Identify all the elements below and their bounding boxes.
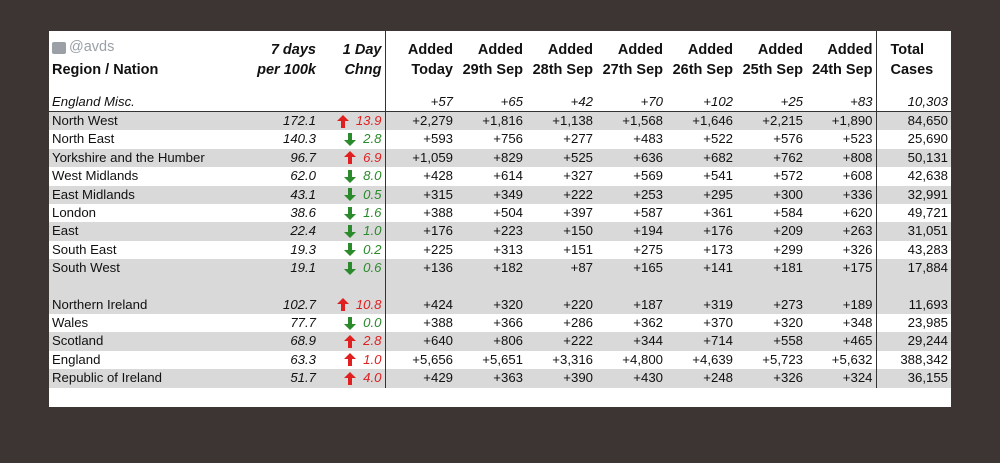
- change-cell: [322, 130, 382, 148]
- col-added-label: Added: [617, 41, 663, 58]
- misc-row: [49, 93, 951, 112]
- misc-value: +83: [806, 93, 876, 112]
- added-value: +428: [423, 168, 453, 184]
- region-name: Scotland: [52, 333, 104, 349]
- change-cell: [322, 186, 382, 204]
- col-chng-line1: 1 Day: [319, 31, 385, 59]
- region-name: East Midlands: [52, 186, 135, 202]
- added-value: +273: [773, 296, 803, 312]
- added-value: +541: [703, 168, 733, 184]
- per100k-value: 43.1: [290, 186, 316, 202]
- added-value: +194: [633, 223, 663, 239]
- region-name: North East: [52, 131, 115, 147]
- green-down-arrow-icon: [344, 225, 356, 238]
- red-up-arrow-icon: [344, 372, 356, 385]
- change-value: 0.0: [363, 314, 382, 330]
- added-value: +593: [423, 131, 453, 147]
- added-value: +319: [703, 296, 733, 312]
- added-value: +714: [703, 333, 733, 349]
- added-value: +300: [773, 186, 803, 202]
- col-date: 24th Sep: [806, 59, 876, 85]
- added-value: +430: [633, 370, 663, 386]
- region-name: Wales: [52, 314, 89, 330]
- added-value: +320: [493, 296, 523, 312]
- total-cases: 42,638: [907, 168, 948, 184]
- added-value: +176: [703, 223, 733, 239]
- table-row: [49, 241, 951, 259]
- change-value: 4.0: [363, 370, 382, 386]
- green-down-arrow-icon: [344, 188, 356, 201]
- cases-table: [49, 31, 951, 388]
- region-name: Republic of Ireland: [52, 370, 162, 386]
- col-added-label: Added: [407, 41, 453, 58]
- total-cases: 84,650: [876, 111, 951, 130]
- change-cell: [322, 149, 382, 167]
- col-date: 28th Sep: [532, 61, 593, 78]
- added-value: +363: [493, 370, 523, 386]
- change-value: 10.8: [355, 296, 382, 312]
- col-added-label: Added: [547, 41, 593, 58]
- added-value: +222: [563, 186, 593, 202]
- added-value: +165: [633, 260, 663, 276]
- added-value: +523: [806, 130, 876, 148]
- per100k-value: 19.3: [290, 241, 316, 257]
- added-value: +150: [563, 223, 593, 239]
- region-name: South East: [52, 241, 117, 257]
- added-value: +173: [703, 241, 733, 257]
- added-value: +762: [773, 149, 803, 165]
- added-value: +361: [703, 204, 733, 220]
- change-value: 1.0: [363, 351, 382, 367]
- per100k-value: 62.0: [290, 168, 316, 184]
- table-row: [49, 204, 951, 222]
- change-value: 8.0: [363, 168, 382, 184]
- total-cases: 388,342: [900, 351, 948, 367]
- table-row: [49, 259, 951, 277]
- per100k-value: 96.7: [290, 149, 316, 165]
- col-chng-line2: Chng: [319, 59, 385, 85]
- handle: [49, 31, 253, 59]
- added-value: +576: [773, 131, 803, 147]
- added-value: +87: [570, 260, 593, 276]
- added-value: +584: [773, 204, 803, 220]
- added-value: +636: [633, 149, 663, 165]
- total-cases: 23,985: [907, 314, 948, 330]
- total-cases: 29,244: [907, 333, 948, 349]
- col-total-line1: Total: [890, 41, 925, 58]
- table-row: [49, 332, 951, 350]
- added-value: +336: [806, 186, 876, 204]
- green-down-arrow-icon: [344, 133, 356, 146]
- total-cases: 36,155: [907, 370, 948, 386]
- header-row-1: [49, 31, 951, 59]
- added-value: +390: [563, 370, 593, 386]
- red-up-arrow-icon: [337, 115, 349, 128]
- added-value: +182: [493, 260, 523, 276]
- added-value: +572: [773, 168, 803, 184]
- twitter-icon: [52, 42, 66, 54]
- table-card: [49, 31, 951, 407]
- added-value: +569: [633, 168, 663, 184]
- added-value: +324: [806, 369, 876, 387]
- change-cell: [322, 112, 382, 130]
- red-up-arrow-icon: [337, 298, 349, 311]
- per100k-value: 140.3: [282, 131, 316, 147]
- change-value: 2.8: [363, 131, 382, 147]
- added-value: +349: [493, 186, 523, 202]
- misc-value: +25: [780, 93, 803, 109]
- col-region: Region / Nation: [52, 61, 159, 78]
- added-value: +248: [703, 370, 733, 386]
- added-value: +620: [806, 204, 876, 222]
- misc-value: +70: [640, 93, 663, 109]
- added-value: +277: [563, 131, 593, 147]
- added-value: +1,646: [666, 111, 736, 130]
- added-value: +348: [806, 314, 876, 332]
- added-value: +326: [806, 241, 876, 259]
- added-value: +313: [493, 241, 523, 257]
- change-cell: [322, 314, 382, 332]
- change-cell: [322, 222, 382, 240]
- added-value: +483: [633, 131, 663, 147]
- added-value: +222: [563, 333, 593, 349]
- added-value: +275: [633, 241, 663, 257]
- change-value: 0.2: [363, 241, 382, 257]
- green-down-arrow-icon: [344, 243, 356, 256]
- added-value: +1,816: [456, 111, 526, 130]
- table-row: [49, 149, 951, 167]
- added-value: +299: [773, 241, 803, 257]
- region-name: West Midlands: [52, 168, 139, 184]
- misc-value: +57: [430, 93, 453, 109]
- added-value: +5,656: [412, 351, 453, 367]
- change-cell: [322, 332, 382, 350]
- region-name: England: [52, 351, 101, 367]
- added-value: +295: [703, 186, 733, 202]
- change-cell: [322, 351, 382, 369]
- handle-text: @avds: [69, 39, 115, 55]
- added-value: +640: [423, 333, 453, 349]
- green-down-arrow-icon: [344, 170, 356, 183]
- added-value: +136: [423, 260, 453, 276]
- table-row: [49, 351, 951, 369]
- region-name: Northern Ireland: [52, 296, 148, 312]
- added-value: +829: [493, 149, 523, 165]
- col-per100k-line2: per 100k: [257, 61, 316, 78]
- col-per100k-line1: 7 days: [270, 41, 316, 58]
- change-cell: [322, 204, 382, 222]
- added-value: +388: [423, 314, 453, 330]
- added-value: +614: [493, 168, 523, 184]
- per100k-value: 102.7: [282, 296, 316, 312]
- table-row: [49, 130, 951, 148]
- table-row: [49, 167, 951, 185]
- change-value: 0.5: [363, 186, 382, 202]
- total-cases: 17,884: [907, 260, 948, 276]
- table-row: [49, 186, 951, 204]
- added-value: +175: [806, 259, 876, 277]
- added-value: +209: [773, 223, 803, 239]
- per100k-value: 172.1: [253, 111, 319, 130]
- col-added-label: Added: [806, 31, 876, 59]
- header-row-2: [49, 59, 951, 85]
- added-value: +366: [493, 314, 523, 330]
- change-cell: [322, 241, 382, 259]
- added-value: +2,279: [385, 111, 456, 130]
- col-date: Today: [411, 61, 453, 78]
- total-cases: 32,991: [907, 186, 948, 202]
- per100k-value: 63.3: [290, 351, 316, 367]
- added-value: +1,568: [596, 111, 666, 130]
- change-value: 0.6: [363, 260, 382, 276]
- col-date: 29th Sep: [462, 61, 523, 78]
- misc-label: England Misc.: [52, 93, 135, 109]
- misc-total: 10,303: [907, 93, 948, 109]
- green-down-arrow-icon: [344, 262, 356, 275]
- change-value: 2.8: [363, 333, 382, 349]
- added-value: +1,138: [526, 111, 596, 130]
- added-value: +362: [633, 314, 663, 330]
- added-value: +608: [806, 167, 876, 185]
- per100k-value: 51.7: [290, 370, 316, 386]
- change-cell: [322, 369, 382, 387]
- added-value: +327: [563, 168, 593, 184]
- added-value: +5,632: [806, 351, 876, 369]
- change-value: 1.6: [363, 204, 382, 220]
- added-value: +187: [633, 296, 663, 312]
- col-date: 27th Sep: [602, 61, 663, 78]
- change-cell: [322, 296, 382, 314]
- added-value: +1,059: [412, 149, 453, 165]
- per100k-value: 22.4: [290, 223, 316, 239]
- added-value: +397: [563, 204, 593, 220]
- added-value: +558: [773, 333, 803, 349]
- total-cases: 49,721: [907, 204, 948, 220]
- total-cases: 25,690: [907, 131, 948, 147]
- added-value: +253: [633, 186, 663, 202]
- col-added-label: Added: [477, 41, 523, 58]
- added-value: +2,215: [736, 111, 806, 130]
- col-total-line2: Cases: [890, 61, 934, 78]
- change-cell: [322, 167, 382, 185]
- added-value: +225: [423, 241, 453, 257]
- region-name: North West: [49, 111, 253, 130]
- total-cases: 50,131: [907, 149, 948, 165]
- added-value: +756: [493, 131, 523, 147]
- added-value: +320: [773, 314, 803, 330]
- added-value: +220: [563, 296, 593, 312]
- added-value: +4,800: [622, 351, 663, 367]
- total-cases: 43,283: [907, 241, 948, 257]
- col-date: 25th Sep: [742, 61, 803, 78]
- added-value: +5,651: [482, 351, 523, 367]
- added-value: +808: [806, 149, 876, 167]
- table-row: [49, 111, 951, 130]
- added-value: +286: [563, 314, 593, 330]
- change-value: 13.9: [355, 112, 382, 128]
- col-added-label: Added: [687, 41, 733, 58]
- added-value: +522: [703, 131, 733, 147]
- added-value: +263: [806, 222, 876, 240]
- added-value: +388: [423, 204, 453, 220]
- added-value: +326: [773, 370, 803, 386]
- region-name: East: [52, 223, 79, 239]
- col-date: 26th Sep: [672, 61, 733, 78]
- added-value: +181: [773, 260, 803, 276]
- misc-value: +102: [703, 93, 733, 109]
- added-value: +424: [423, 296, 453, 312]
- added-value: +4,639: [692, 351, 733, 367]
- misc-value: +42: [570, 93, 593, 109]
- added-value: +1,890: [806, 111, 876, 130]
- added-value: +504: [493, 204, 523, 220]
- added-value: +189: [806, 296, 876, 314]
- red-up-arrow-icon: [344, 335, 356, 348]
- change-cell: [322, 259, 382, 277]
- change-value: 6.9: [363, 149, 382, 165]
- added-value: +3,316: [552, 351, 593, 367]
- region-name: Yorkshire and the Humber: [52, 149, 205, 165]
- added-value: +5,723: [762, 351, 803, 367]
- region-name: South West: [52, 260, 120, 276]
- added-value: +141: [703, 260, 733, 276]
- added-value: +344: [633, 333, 663, 349]
- added-value: +587: [633, 204, 663, 220]
- total-cases: 11,693: [908, 296, 948, 312]
- per100k-value: 19.1: [290, 260, 316, 276]
- added-value: +223: [493, 223, 523, 239]
- added-value: +429: [423, 370, 453, 386]
- added-value: +370: [703, 314, 733, 330]
- col-added-label: Added: [757, 41, 803, 58]
- green-down-arrow-icon: [344, 317, 356, 330]
- table-row: [49, 296, 951, 314]
- total-cases: 31,051: [907, 223, 948, 239]
- per100k-value: 38.6: [290, 204, 316, 220]
- region-name: London: [52, 204, 97, 220]
- change-value: 1.0: [363, 223, 382, 239]
- added-value: +682: [703, 149, 733, 165]
- added-value: +151: [563, 241, 593, 257]
- added-value: +315: [423, 186, 453, 202]
- red-up-arrow-icon: [344, 151, 356, 164]
- per100k-value: 77.7: [290, 314, 316, 330]
- red-up-arrow-icon: [344, 353, 356, 366]
- added-value: +806: [493, 333, 523, 349]
- misc-value: +65: [500, 93, 523, 109]
- green-down-arrow-icon: [344, 207, 356, 220]
- added-value: +465: [806, 332, 876, 350]
- table-row: [49, 222, 951, 240]
- per100k-value: 68.9: [290, 333, 316, 349]
- added-value: +176: [423, 223, 453, 239]
- table-row: [49, 369, 951, 387]
- added-value: +525: [563, 149, 593, 165]
- table-row: [49, 314, 951, 332]
